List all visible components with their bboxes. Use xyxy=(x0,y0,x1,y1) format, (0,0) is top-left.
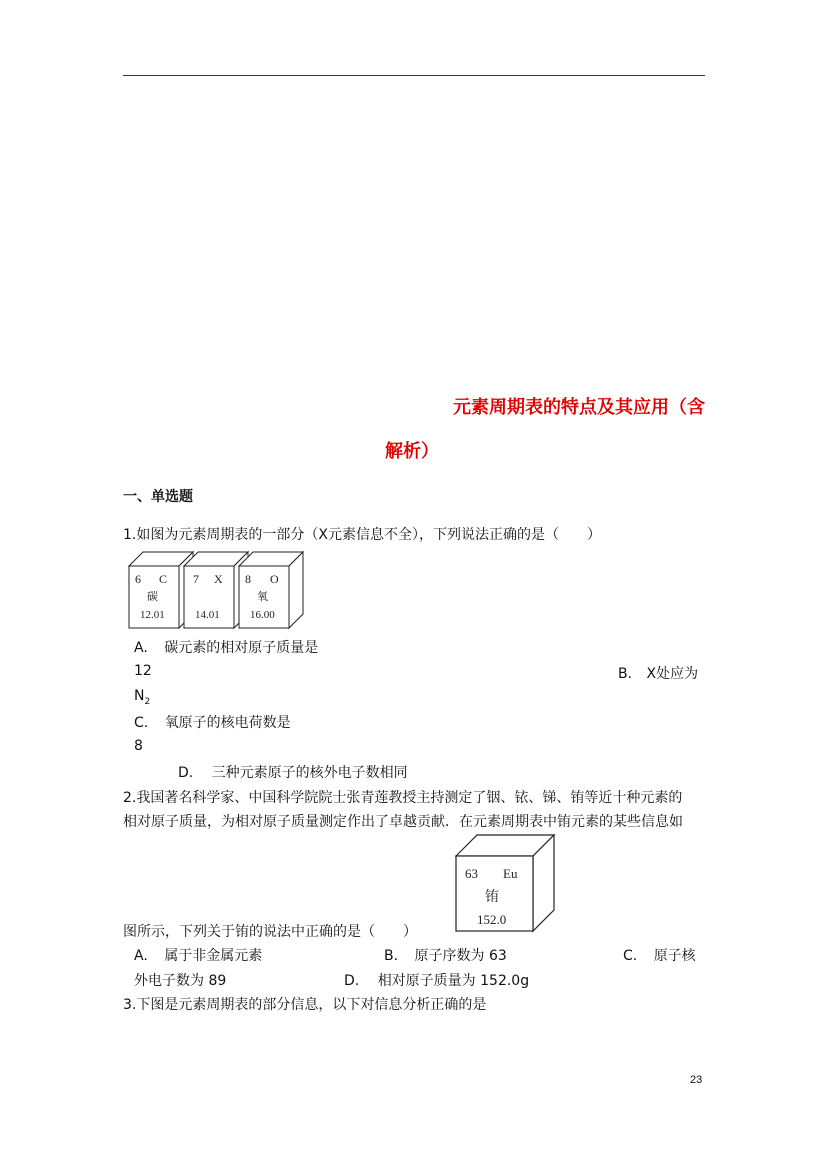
option-text: 三种元素原子的核外电子数相同 xyxy=(211,765,408,781)
q1-option-a-continued: 12 xyxy=(134,663,152,679)
option-label: C. xyxy=(623,948,638,964)
q2-stem-line3: 图所示，下列关于铕的说法中正确的是（ ） xyxy=(123,924,417,940)
q1-cell-name: 氧 xyxy=(257,590,268,603)
q1-option-a xyxy=(134,637,318,657)
q1-cell-number: 8 xyxy=(245,572,251,586)
q2-option-c-continued: 外电子数为 89 xyxy=(134,973,227,989)
q1-cell-carbon xyxy=(129,552,193,628)
q3-stem: 3.下图是元素周期表的部分信息，以下对信息分析正确的是 xyxy=(123,997,487,1013)
q1-cell-symbol: O xyxy=(270,572,279,586)
q1-cell-symbol: C xyxy=(159,572,168,586)
q1-periodic-cells xyxy=(128,548,324,632)
q1-cell-mass: 12.01 xyxy=(140,609,165,621)
option-label: B. xyxy=(618,666,633,682)
section-heading: 一、单选题 xyxy=(123,489,193,505)
header-rule xyxy=(123,75,705,76)
q1-option-b xyxy=(618,663,698,683)
option-text: 相对原子质量为 152.0g xyxy=(377,973,530,989)
q2-europium-cell xyxy=(455,834,557,934)
q2-stem-line1: 2.我国著名科学家、中国科学院院士张青莲教授主持测定了铟、铱、锑、铕等近十种元素的 xyxy=(123,790,683,806)
q1-option-c-continued: 8 xyxy=(134,738,143,754)
q1-cell-mass: 14.01 xyxy=(195,609,220,621)
option-text: 原子序数为 63 xyxy=(414,948,507,964)
q2-cell-symbol: Eu xyxy=(503,866,518,881)
option-label: D. xyxy=(344,973,360,989)
doc-title-line1: 元素周期表的特点及其应用（含 xyxy=(453,397,705,418)
q2-stem-line2: 相对原子质量，为相对原子质量测定作出了卓越贡献．在元素周期表中铕元素的某些信息如 xyxy=(123,814,683,830)
option-text: 氧原子的核电荷数是 xyxy=(164,715,291,731)
option-label: B. xyxy=(384,948,399,964)
q2-option-b xyxy=(384,945,507,965)
q2-cell-mass: 152.0 xyxy=(477,912,507,927)
option-label: D. xyxy=(178,765,194,781)
q1-stem: 1.如图为元素周期表的一部分（X元素信息不全），下列说法正确的是（ ） xyxy=(123,527,601,543)
q2-option-a xyxy=(134,945,262,965)
q1-cell-x xyxy=(184,552,248,628)
q1-cell-number: 7 xyxy=(193,572,199,586)
q1-option-b-continued xyxy=(134,688,150,707)
option-text: X处应为 xyxy=(646,666,699,682)
q2-cell-name: 铕 xyxy=(485,889,499,905)
option-text: 原子核 xyxy=(653,948,696,964)
formula-element: N xyxy=(134,688,145,704)
q1-cell-mass: 16.00 xyxy=(250,609,275,621)
q1-option-c xyxy=(134,712,291,732)
option-text: 属于非金属元素 xyxy=(164,948,263,964)
q1-cell-name: 碳 xyxy=(147,590,158,603)
option-label: A. xyxy=(134,640,148,656)
page-number: 23 xyxy=(690,1074,703,1086)
option-text: 碳元素的相对原子质量是 xyxy=(164,640,319,656)
q2-option-c xyxy=(623,945,696,965)
q2-option-d xyxy=(344,970,529,990)
q2-cell-number: 63 xyxy=(465,866,478,881)
doc-title-line2: 解析） xyxy=(385,441,439,462)
q1-cell-symbol: X xyxy=(214,572,223,586)
formula-subscript: 2 xyxy=(144,696,151,707)
option-label: C. xyxy=(134,715,149,731)
option-label: A. xyxy=(134,948,148,964)
q1-cell-number: 6 xyxy=(135,572,141,586)
q1-option-d xyxy=(178,762,408,782)
q1-cell-oxygen xyxy=(239,552,303,628)
